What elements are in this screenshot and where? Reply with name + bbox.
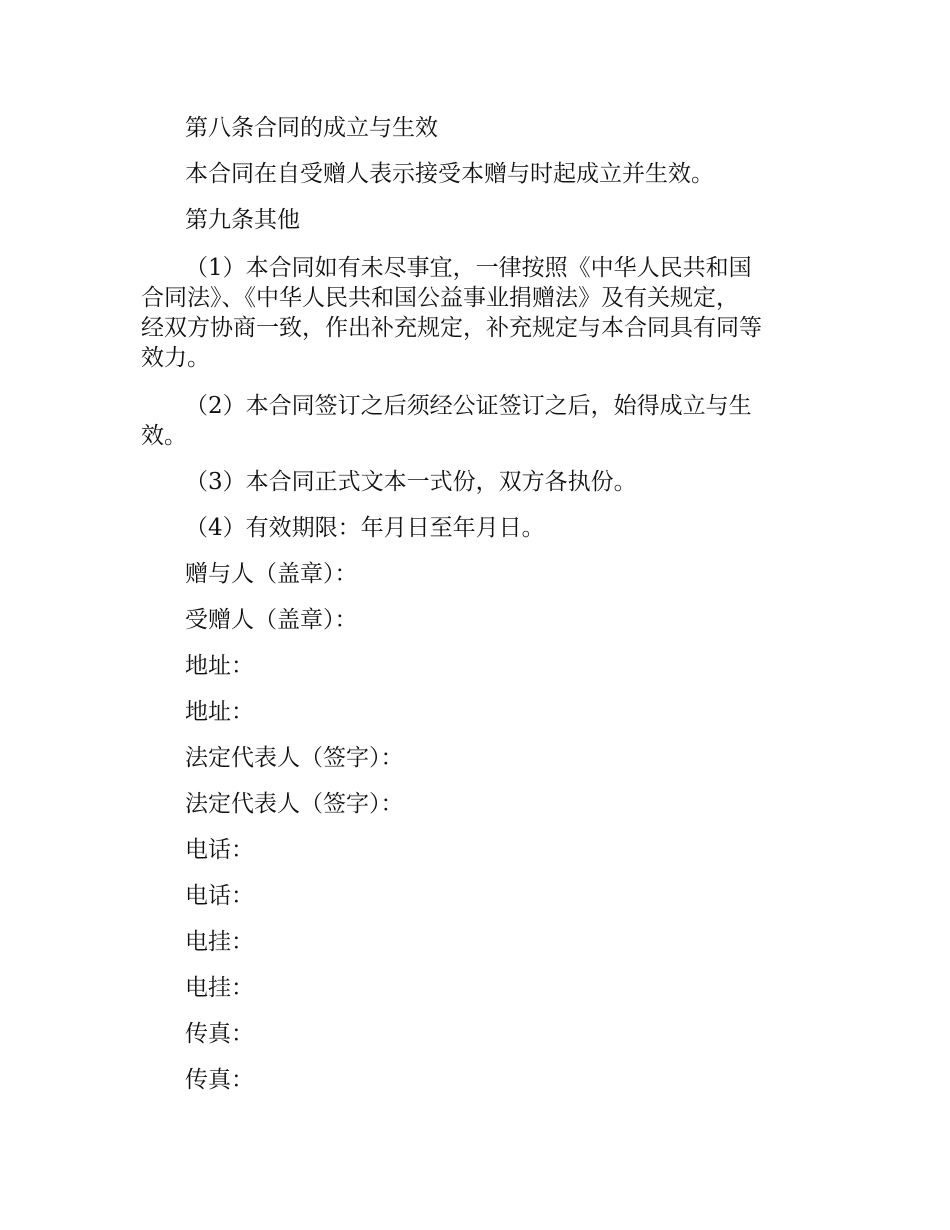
clause-1-line-4: 效力。: [141, 345, 210, 371]
clause-1-line-2: 合同法》、《中华人民共和国公益事业捐赠法》及有关规定，: [141, 285, 739, 311]
article-8-body: 本合同在自受赠人表示接受本赠与时起成立并生效。: [185, 161, 714, 187]
clause-2-line-2: 效。: [141, 423, 187, 449]
clause-3: （3）本合同正式文本一式份，双方各执份。: [185, 469, 637, 495]
address-field-1: 地址：: [185, 653, 254, 679]
fax-field-1: 传真：: [185, 1021, 254, 1047]
address-field-2: 地址：: [185, 699, 254, 725]
legal-rep-field-1: 法定代表人（签字）：: [185, 745, 404, 771]
clause-1-line-3: 经双方协商一致，作出补充规定，补充规定与本合同具有同等: [141, 315, 762, 341]
telex-field-1: 电挂：: [185, 929, 254, 955]
donor-seal-field: 赠与人（盖章）：: [185, 561, 358, 587]
article-8-heading: 第八条合同的成立与生效: [185, 115, 438, 141]
phone-field-2: 电话：: [185, 883, 254, 909]
clause-2-line-1: （2）本合同签订之后须经公证签订之后，始得成立与生: [185, 393, 752, 419]
legal-rep-field-2: 法定代表人（签字）：: [185, 791, 404, 817]
phone-field-1: 电话：: [185, 837, 254, 863]
article-9-heading: 第九条其他: [185, 207, 300, 233]
fax-field-2: 传真：: [185, 1067, 254, 1093]
clause-1-line-1: （1）本合同如有未尽事宜，一律按照《中华人民共和国: [185, 255, 752, 281]
clause-4: （4）有效期限：年月日至年月日。: [185, 515, 545, 541]
telex-field-2: 电挂：: [185, 975, 254, 1001]
donee-seal-field: 受赠人（盖章）：: [185, 607, 358, 633]
